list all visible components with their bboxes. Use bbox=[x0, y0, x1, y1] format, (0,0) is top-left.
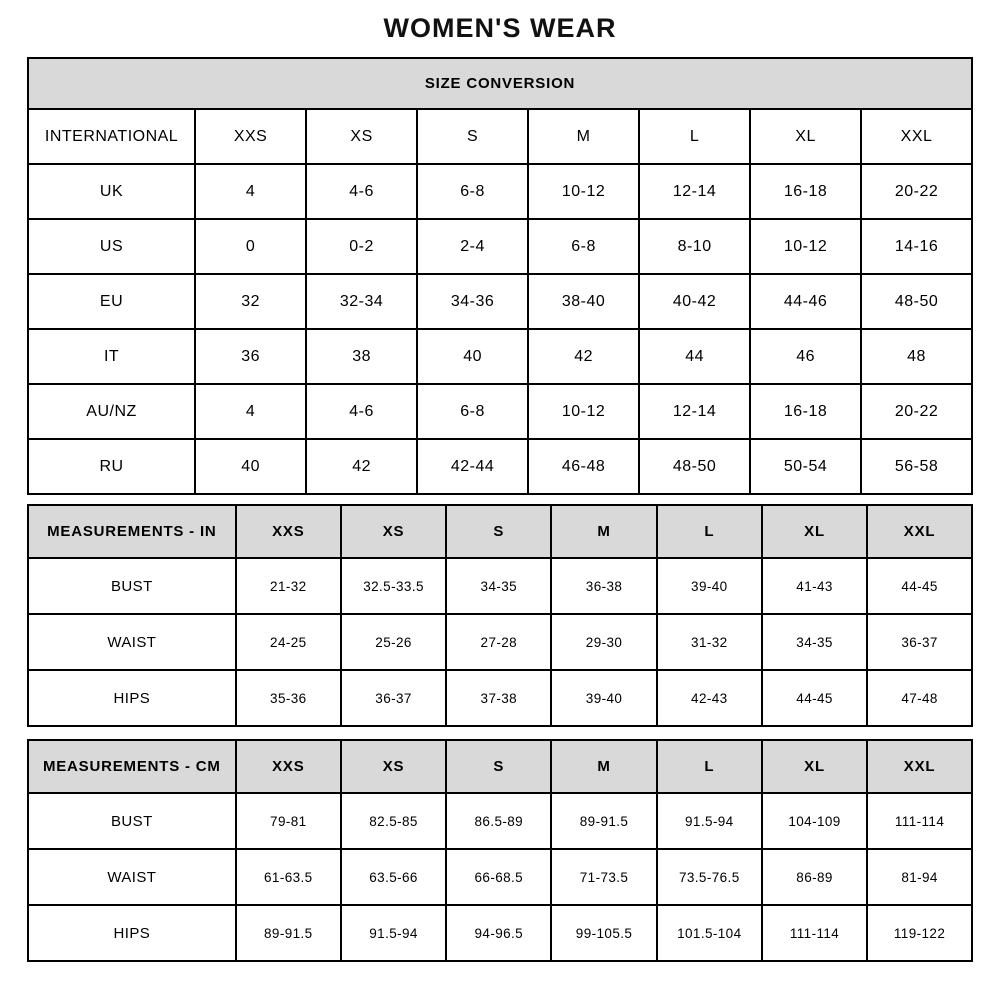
size-col-header-xxs: XXS bbox=[195, 109, 306, 164]
size-cell: 0 bbox=[195, 219, 306, 274]
measurement-cell: 111-114 bbox=[867, 793, 972, 849]
measurement-cell: 36-37 bbox=[867, 614, 972, 670]
table-row-eu bbox=[28, 274, 972, 329]
measurement-cell: 25-26 bbox=[341, 614, 446, 670]
table-row-waist-in bbox=[28, 614, 972, 670]
size-cell: 14-16 bbox=[861, 219, 972, 274]
measurement-cell: 39-40 bbox=[657, 558, 762, 614]
size-cell: 40 bbox=[195, 439, 306, 494]
row-label: AU/NZ bbox=[28, 384, 195, 439]
size-cell: 10-12 bbox=[750, 219, 861, 274]
measurement-cell: 94-96.5 bbox=[446, 905, 551, 961]
measurement-cell: 29-30 bbox=[551, 614, 656, 670]
measurements-in-header-label: MEASUREMENTS - IN bbox=[28, 505, 236, 558]
row-label: WAIST bbox=[28, 849, 236, 905]
row-label: US bbox=[28, 219, 195, 274]
measurement-cell: 63.5-66 bbox=[341, 849, 446, 905]
table-row-bust-cm bbox=[28, 793, 972, 849]
measurement-cell: 104-109 bbox=[762, 793, 867, 849]
size-cell: 44 bbox=[639, 329, 750, 384]
measurement-cell: 44-45 bbox=[867, 558, 972, 614]
measurement-cell: 21-32 bbox=[236, 558, 341, 614]
size-cell: 4 bbox=[195, 384, 306, 439]
size-cell: 6-8 bbox=[417, 384, 528, 439]
size-col-header-xxl: XXL bbox=[861, 109, 972, 164]
size-cell: 16-18 bbox=[750, 164, 861, 219]
measurement-cell: 119-122 bbox=[867, 905, 972, 961]
measurement-cell: 71-73.5 bbox=[551, 849, 656, 905]
size-cell: 20-22 bbox=[861, 164, 972, 219]
row-label: HIPS bbox=[28, 905, 236, 961]
measurement-cell: 86-89 bbox=[762, 849, 867, 905]
row-label: RU bbox=[28, 439, 195, 494]
size-col-header-l: L bbox=[657, 505, 762, 558]
size-conversion-table bbox=[27, 57, 973, 495]
row-label: IT bbox=[28, 329, 195, 384]
measurement-cell: 91.5-94 bbox=[657, 793, 762, 849]
measurement-cell: 27-28 bbox=[446, 614, 551, 670]
measurements-in-header-row bbox=[28, 505, 972, 558]
measurement-cell: 79-81 bbox=[236, 793, 341, 849]
measurement-cell: 82.5-85 bbox=[341, 793, 446, 849]
measurement-cell: 37-38 bbox=[446, 670, 551, 726]
row-label: HIPS bbox=[28, 670, 236, 726]
size-cell: 42 bbox=[528, 329, 639, 384]
measurement-cell: 42-43 bbox=[657, 670, 762, 726]
size-cell: 10-12 bbox=[528, 384, 639, 439]
size-cell: 4-6 bbox=[306, 384, 417, 439]
table-row-hips-cm bbox=[28, 905, 972, 961]
size-col-header-xxl: XXL bbox=[867, 740, 972, 793]
measurements-cm-header-label: MEASUREMENTS - CM bbox=[28, 740, 236, 793]
table-row-bust-in bbox=[28, 558, 972, 614]
measurement-cell: 47-48 bbox=[867, 670, 972, 726]
size-col-header-xl: XL bbox=[750, 109, 861, 164]
size-col-header-m: M bbox=[528, 109, 639, 164]
size-col-header-xl: XL bbox=[762, 505, 867, 558]
row-label: UK bbox=[28, 164, 195, 219]
size-cell: 40 bbox=[417, 329, 528, 384]
size-col-header-s: S bbox=[417, 109, 528, 164]
measurement-cell: 36-38 bbox=[551, 558, 656, 614]
measurement-cell: 24-25 bbox=[236, 614, 341, 670]
table-row-uk bbox=[28, 164, 972, 219]
table-row-waist-cm bbox=[28, 849, 972, 905]
size-conversion-banner: SIZE CONVERSION bbox=[28, 58, 972, 109]
size-cell: 34-36 bbox=[417, 274, 528, 329]
measurement-cell: 34-35 bbox=[762, 614, 867, 670]
size-col-header-l: L bbox=[639, 109, 750, 164]
row-label: WAIST bbox=[28, 614, 236, 670]
size-col-header-xxs: XXS bbox=[236, 740, 341, 793]
table-row-aunz bbox=[28, 384, 972, 439]
row-label: BUST bbox=[28, 558, 236, 614]
measurements-cm-header-row bbox=[28, 740, 972, 793]
table-row-hips-in bbox=[28, 670, 972, 726]
measurement-cell: 101.5-104 bbox=[657, 905, 762, 961]
size-col-header-s: S bbox=[446, 740, 551, 793]
size-cell: 4-6 bbox=[306, 164, 417, 219]
measurement-cell: 39-40 bbox=[551, 670, 656, 726]
size-cell: 56-58 bbox=[861, 439, 972, 494]
size-col-header-l: L bbox=[657, 740, 762, 793]
size-cell: 32-34 bbox=[306, 274, 417, 329]
size-col-header-xxl: XXL bbox=[867, 505, 972, 558]
size-conversion-header-row bbox=[28, 109, 972, 164]
size-cell: 42-44 bbox=[417, 439, 528, 494]
measurement-cell: 66-68.5 bbox=[446, 849, 551, 905]
size-cell: 42 bbox=[306, 439, 417, 494]
measurements-in-table bbox=[27, 504, 973, 727]
size-cell: 44-46 bbox=[750, 274, 861, 329]
size-col-header-s: S bbox=[446, 505, 551, 558]
size-cell: 40-42 bbox=[639, 274, 750, 329]
measurement-cell: 89-91.5 bbox=[551, 793, 656, 849]
measurement-cell: 81-94 bbox=[867, 849, 972, 905]
measurements-cm-table bbox=[27, 739, 973, 962]
measurement-cell: 32.5-33.5 bbox=[341, 558, 446, 614]
size-cell: 12-14 bbox=[639, 384, 750, 439]
size-col-header-xxs: XXS bbox=[236, 505, 341, 558]
measurement-cell: 34-35 bbox=[446, 558, 551, 614]
row-label: EU bbox=[28, 274, 195, 329]
size-conversion-banner-row bbox=[28, 58, 972, 109]
table-row-ru bbox=[28, 439, 972, 494]
size-cell: 32 bbox=[195, 274, 306, 329]
size-cell: 46 bbox=[750, 329, 861, 384]
size-cell: 0-2 bbox=[306, 219, 417, 274]
size-col-header-m: M bbox=[551, 505, 656, 558]
size-cell: 36 bbox=[195, 329, 306, 384]
size-col-header-xs: XS bbox=[341, 740, 446, 793]
size-cell: 48-50 bbox=[861, 274, 972, 329]
size-cell: 38-40 bbox=[528, 274, 639, 329]
measurement-cell: 99-105.5 bbox=[551, 905, 656, 961]
measurement-cell: 31-32 bbox=[657, 614, 762, 670]
size-cell: 12-14 bbox=[639, 164, 750, 219]
size-col-header-xl: XL bbox=[762, 740, 867, 793]
size-cell: 4 bbox=[195, 164, 306, 219]
measurement-cell: 44-45 bbox=[762, 670, 867, 726]
size-col-header-m: M bbox=[551, 740, 656, 793]
size-cell: 10-12 bbox=[528, 164, 639, 219]
size-cell: 50-54 bbox=[750, 439, 861, 494]
international-header-label: INTERNATIONAL bbox=[28, 109, 195, 164]
table-row-us bbox=[28, 219, 972, 274]
size-col-header-xs: XS bbox=[341, 505, 446, 558]
measurement-cell: 41-43 bbox=[762, 558, 867, 614]
size-cell: 38 bbox=[306, 329, 417, 384]
measurement-cell: 61-63.5 bbox=[236, 849, 341, 905]
table-row-it bbox=[28, 329, 972, 384]
measurement-cell: 111-114 bbox=[762, 905, 867, 961]
measurement-cell: 73.5-76.5 bbox=[657, 849, 762, 905]
size-cell: 2-4 bbox=[417, 219, 528, 274]
size-cell: 6-8 bbox=[417, 164, 528, 219]
measurement-cell: 36-37 bbox=[341, 670, 446, 726]
measurement-cell: 89-91.5 bbox=[236, 905, 341, 961]
row-label: BUST bbox=[28, 793, 236, 849]
size-cell: 48-50 bbox=[639, 439, 750, 494]
measurement-cell: 86.5-89 bbox=[446, 793, 551, 849]
measurement-cell: 91.5-94 bbox=[341, 905, 446, 961]
size-cell: 20-22 bbox=[861, 384, 972, 439]
size-col-header-xs: XS bbox=[306, 109, 417, 164]
measurement-cell: 35-36 bbox=[236, 670, 341, 726]
page-title: WOMEN'S WEAR bbox=[383, 13, 617, 43]
size-cell: 8-10 bbox=[639, 219, 750, 274]
size-cell: 16-18 bbox=[750, 384, 861, 439]
size-cell: 46-48 bbox=[528, 439, 639, 494]
size-cell: 6-8 bbox=[528, 219, 639, 274]
size-cell: 48 bbox=[861, 329, 972, 384]
